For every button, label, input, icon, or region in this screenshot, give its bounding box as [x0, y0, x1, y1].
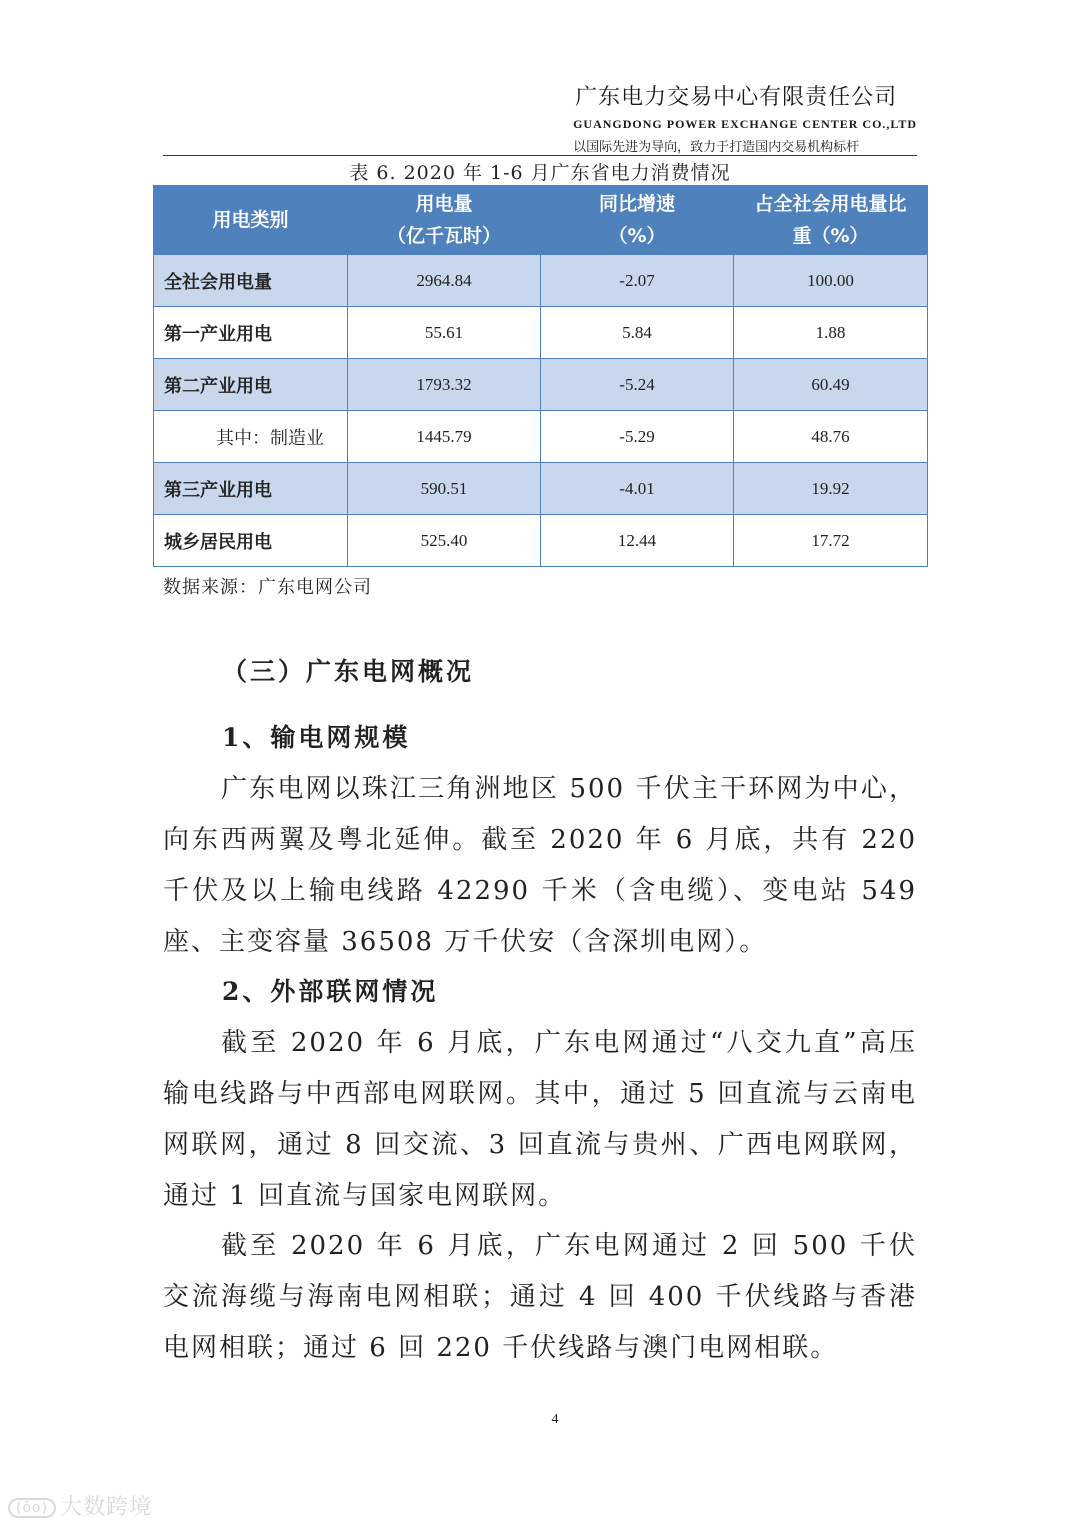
row-consumption: 1445.79	[348, 411, 541, 463]
company-name-cn: 广东电力交易中心有限责任公司	[575, 85, 898, 110]
row-consumption: 590.51	[348, 463, 541, 515]
watermark-logo-icon: (ŏo)	[8, 1498, 56, 1518]
watermark	[8, 1490, 152, 1521]
row-category: 第一产业用电	[154, 307, 348, 359]
row-category: 其中：制造业	[154, 411, 348, 463]
row-consumption: 2964.84	[348, 255, 541, 307]
row-growth: -5.29	[541, 411, 734, 463]
header-rule	[163, 155, 917, 156]
row-growth: 12.44	[541, 515, 734, 567]
row-category: 第三产业用电	[154, 463, 348, 515]
watermark-text: 大数跨境	[60, 1495, 153, 1520]
company-slogan: 以国际先进为导向，致力于打造国内交易机构标杆	[573, 140, 860, 155]
row-share: 48.76	[734, 411, 928, 463]
table-row	[154, 515, 928, 567]
row-share: 19.92	[734, 463, 928, 515]
company-name-en: GUANGDONG POWER EXCHANGE CENTER CO.,LTD	[573, 117, 917, 131]
table-header-row	[154, 186, 928, 255]
paragraph-interconnection-1: 截至 2020 年 6 月底，广东电网通过“八交九直”高压输电线路与中西部电网联网。其中，通过 5 回直流与云南电网联网，通过 8 回交流、3 回直流与贵州、广西电网联网，通过 1 回直流与国家电网联网。	[163, 1028, 917, 1211]
table-row	[154, 463, 928, 515]
subsection-heading-1: 1、输电网规模	[222, 723, 411, 752]
row-share: 100.00	[734, 255, 928, 307]
row-growth: -2.07	[541, 255, 734, 307]
table-source: 数据来源：广东电网公司	[163, 577, 372, 598]
row-share: 60.49	[734, 359, 928, 411]
row-growth: -5.24	[541, 359, 734, 411]
header-consumption: 用电量 （亿千瓦时）	[348, 186, 541, 255]
row-consumption: 525.40	[348, 515, 541, 567]
table-row	[154, 411, 928, 463]
row-category: 城乡居民用电	[154, 515, 348, 567]
table-row	[154, 359, 928, 411]
row-growth: 5.84	[541, 307, 734, 359]
header-share: 占全社会用电量比 重（%）	[734, 186, 928, 255]
consumption-table	[153, 185, 928, 567]
page-header	[573, 80, 917, 155]
row-category: 第二产业用电	[154, 359, 348, 411]
subsection-heading-2: 2、外部联网情况	[222, 977, 439, 1006]
row-share: 1.88	[734, 307, 928, 359]
table-row	[154, 307, 928, 359]
row-share: 17.72	[734, 515, 928, 567]
header-growth: 同比增速 （%）	[541, 186, 734, 255]
header-category: 用电类别	[154, 186, 348, 255]
row-consumption: 1793.32	[348, 359, 541, 411]
table-caption: 表 6. 2020 年 1-6 月广东省电力消费情况	[349, 162, 731, 184]
row-consumption: 55.61	[348, 307, 541, 359]
paragraph-transmission-scale: 广东电网以珠江三角洲地区 500 千伏主干环网为中心，向东西两翼及粤北延伸。截至 2020 年 6 月底，共有 220 千伏及以上输电线路 42290 千米（含电缆）、变电站 549 座、主变容量 36508 万千伏安（含深圳电网）。	[163, 774, 917, 957]
page-number: 4	[551, 1412, 559, 1427]
table-row	[154, 255, 928, 307]
row-growth: -4.01	[541, 463, 734, 515]
section-heading: （三）广东电网概况	[222, 657, 475, 686]
paragraph-interconnection-2: 截至 2020 年 6 月底，广东电网通过 2 回 500 千伏交流海缆与海南电网相联；通过 4 回 400 千伏线路与香港电网相联；通过 6 回 220 千伏线路与澳门电网相联。	[163, 1231, 917, 1363]
row-category: 全社会用电量	[154, 255, 348, 307]
